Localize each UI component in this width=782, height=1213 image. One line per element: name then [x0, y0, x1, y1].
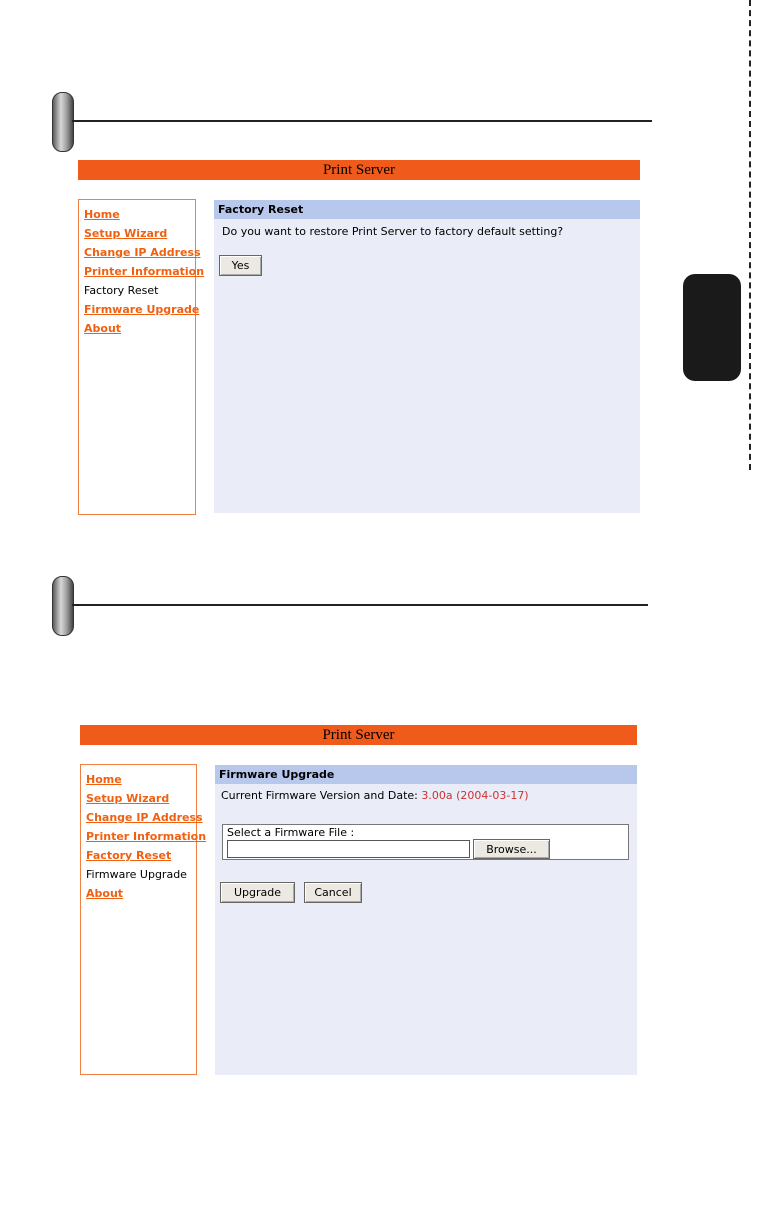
file-select-label: Select a Firmware File :	[227, 826, 355, 839]
cancel-button[interactable]: Cancel	[304, 882, 362, 903]
panel-title: Firmware Upgrade	[215, 765, 637, 784]
reset-question: Do you want to restore Print Server to factory default setting?	[222, 225, 564, 238]
content-panel	[214, 200, 640, 513]
nav-home[interactable]: Home	[84, 208, 120, 221]
thumb-tab	[683, 274, 741, 381]
nav-change-ip-address[interactable]: Change IP Address	[86, 811, 203, 824]
yes-button[interactable]: Yes	[219, 255, 262, 276]
panel-title: Factory Reset	[214, 200, 640, 219]
nav-setup-wizard[interactable]: Setup Wizard	[84, 227, 168, 240]
nav-printer-information[interactable]: Printer Information	[86, 830, 207, 843]
section-header-1	[52, 92, 652, 152]
sidebar-nav	[80, 764, 207, 1075]
app-title: Print Server	[80, 725, 637, 745]
firmware-version-label: Current Firmware Version and Date:	[221, 789, 418, 802]
firmware-version-line	[221, 789, 529, 802]
section-marker-icon	[52, 92, 74, 152]
nav-about[interactable]: About	[86, 887, 124, 900]
nav-setup-wizard[interactable]: Setup Wizard	[86, 792, 170, 805]
app-title: Print Server	[78, 160, 640, 180]
section-marker-icon	[52, 576, 74, 636]
cut-line	[749, 0, 751, 470]
firmware-version-date: (2004-03-17)	[456, 789, 529, 802]
file-select-box	[222, 824, 629, 860]
nav-factory-reset[interactable]: Factory Reset	[84, 284, 159, 297]
section-rule	[72, 604, 648, 606]
nav-change-ip-address[interactable]: Change IP Address	[84, 246, 201, 259]
browse-button[interactable]: Browse...	[473, 839, 550, 859]
upgrade-button[interactable]: Upgrade	[220, 882, 295, 903]
nav-firmware-upgrade[interactable]: Firmware Upgrade	[86, 868, 187, 881]
section-header-2	[52, 576, 652, 636]
nav-about[interactable]: About	[84, 322, 122, 335]
nav-printer-information[interactable]: Printer Information	[84, 265, 205, 278]
sidebar-nav	[78, 199, 205, 515]
firmware-file-input[interactable]	[227, 840, 470, 858]
nav-firmware-upgrade[interactable]: Firmware Upgrade	[84, 303, 200, 316]
content-panel	[215, 765, 637, 1075]
factory-reset-screen	[78, 160, 640, 516]
nav-home[interactable]: Home	[86, 773, 122, 786]
firmware-version-value: 3.00a	[421, 789, 453, 802]
nav-factory-reset[interactable]: Factory Reset	[86, 849, 172, 862]
firmware-upgrade-screen	[80, 725, 637, 1075]
section-rule	[72, 120, 652, 122]
